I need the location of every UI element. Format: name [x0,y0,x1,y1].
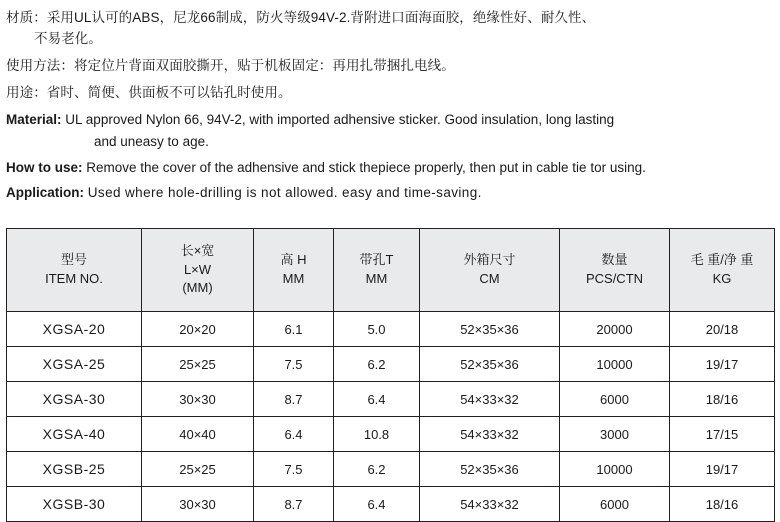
cell-weight: 18/16 [670,382,775,417]
cell-height: 8.7 [254,487,334,522]
cell-lw: 30×30 [142,487,254,522]
col-header-carton-unit: CM [479,271,500,286]
cell-item-no: XGSA-25 [7,347,142,382]
cell-height: 6.4 [254,417,334,452]
cell-quantity: 6000 [560,382,670,417]
spec-table-wrap [6,228,774,522]
en-material-text-line2: and uneasy to age. [94,133,209,149]
cell-weight: 19/17 [670,347,775,382]
cell-lw: 40×40 [142,417,254,452]
cell-lw: 20×20 [142,312,254,347]
cell-lw: 30×30 [142,382,254,417]
cn-material-text-line2: 不易老化。 [34,30,102,46]
cell-hole-t: 10.8 [334,417,420,452]
cell-item-no: XGSB-25 [7,452,142,487]
en-application-row [6,183,774,204]
cell-carton-size: 54×33×32 [420,417,560,452]
col-header-carton-cn: 外箱尺寸 [463,252,516,268]
cell-quantity: 20000 [560,312,670,347]
cell-quantity: 6000 [560,487,670,522]
cell-carton-size: 54×33×32 [420,382,560,417]
cn-howtouse-label: 使用方法： [6,57,74,73]
col-header-length-width [142,229,254,312]
en-howtouse-row [6,158,774,179]
cell-weight: 17/15 [670,417,775,452]
cell-item-no: XGSA-20 [7,312,142,347]
cell-weight: 19/17 [670,452,775,487]
cell-carton-size: 52×35×36 [420,452,560,487]
en-application-text: Used where hole-drilling is not allowed. easy and time-saving. [87,185,482,201]
col-header-height [254,229,334,312]
cn-howtouse-text: 将定位片背面双面胶撕开，贴于机板固定：再用扎带捆扎电线。 [74,57,455,73]
en-material-row [6,110,774,153]
cell-quantity: 10000 [560,452,670,487]
col-header-item-no [7,229,142,312]
cell-quantity: 10000 [560,347,670,382]
en-material-text: UL approved Nylon 66, 94V-2, with imported adhensive sticker. Good insulation, long lasting [65,111,615,127]
table-row [7,452,775,487]
cell-lw: 25×25 [142,452,254,487]
cn-material-text: 采用UL认可的ABS，尼龙66制成，防火等级94V-2.背附进口面海面胶，绝缘性好、耐久性、 [46,10,596,25]
cn-application-label: 用途： [6,84,47,100]
cell-weight: 18/16 [670,487,775,522]
col-header-lw-unit: (MM) [182,280,213,296]
en-howtouse-text: Remove the cover of the adhensive and stick thepiece properly, then put in cable tie tor using. [86,159,646,175]
cell-height: 7.5 [254,347,334,382]
table-row [7,312,775,347]
col-header-height-unit: MM [282,271,305,286]
en-material-label: Material: [6,111,62,127]
cn-material-label: 材质： [6,10,47,25]
cn-material-row [6,8,774,50]
cell-hole-t: 6.4 [334,487,420,522]
table-row [7,417,775,452]
en-application-label: Application: [6,185,84,201]
cell-height: 6.1 [254,312,334,347]
col-header-lw-en: L×W [183,261,212,277]
cell-hole-t: 6.2 [334,347,420,382]
col-header-qty-en: PCS/CTN [585,271,644,286]
col-header-qty-cn: 数量 [601,252,628,268]
cell-item-no: XGSA-40 [7,417,142,452]
cell-quantity: 3000 [560,417,670,452]
description-block [6,8,774,204]
cn-application-text: 省时、简便、供面板不可以钻孔时使用。 [46,84,292,100]
spec-table-body [7,312,775,522]
col-header-carton-size [420,229,560,312]
cell-carton-size: 54×33×32 [420,487,560,522]
cell-carton-size: 52×35×36 [420,347,560,382]
cell-height: 7.5 [254,452,334,487]
cell-hole-t: 6.4 [334,382,420,417]
col-header-weight-unit: KG [712,271,732,286]
cell-weight: 20/18 [670,312,775,347]
col-header-weight [670,229,775,312]
cell-hole-t: 5.0 [334,312,420,347]
col-header-item-no-cn: 型号 [60,252,87,268]
cell-height: 8.7 [254,382,334,417]
col-header-quantity [560,229,670,312]
col-header-hole-label: 带孔T [359,252,394,268]
cell-item-no: XGSB-30 [7,487,142,522]
col-header-lw-cn: 长×宽 [180,242,215,258]
cell-hole-t: 6.2 [334,452,420,487]
cn-howtouse-row [6,56,774,77]
col-header-weight-cn: 毛 重/净 重 [690,252,754,268]
table-header-row [7,229,775,312]
col-header-height-label: 高 H [280,252,307,268]
col-header-hole-unit: MM [365,271,388,286]
cell-item-no: XGSA-30 [7,382,142,417]
cell-carton-size: 52×35×36 [420,312,560,347]
spec-table-head [7,229,775,312]
en-howtouse-label: How to use: [6,159,83,175]
cell-lw: 25×25 [142,347,254,382]
col-header-item-no-en: ITEM NO. [45,271,103,286]
table-row [7,347,775,382]
spec-table [6,228,775,522]
col-header-hole-t [334,229,420,312]
table-row [7,382,775,417]
table-row [7,487,775,522]
cn-application-row [6,83,774,104]
